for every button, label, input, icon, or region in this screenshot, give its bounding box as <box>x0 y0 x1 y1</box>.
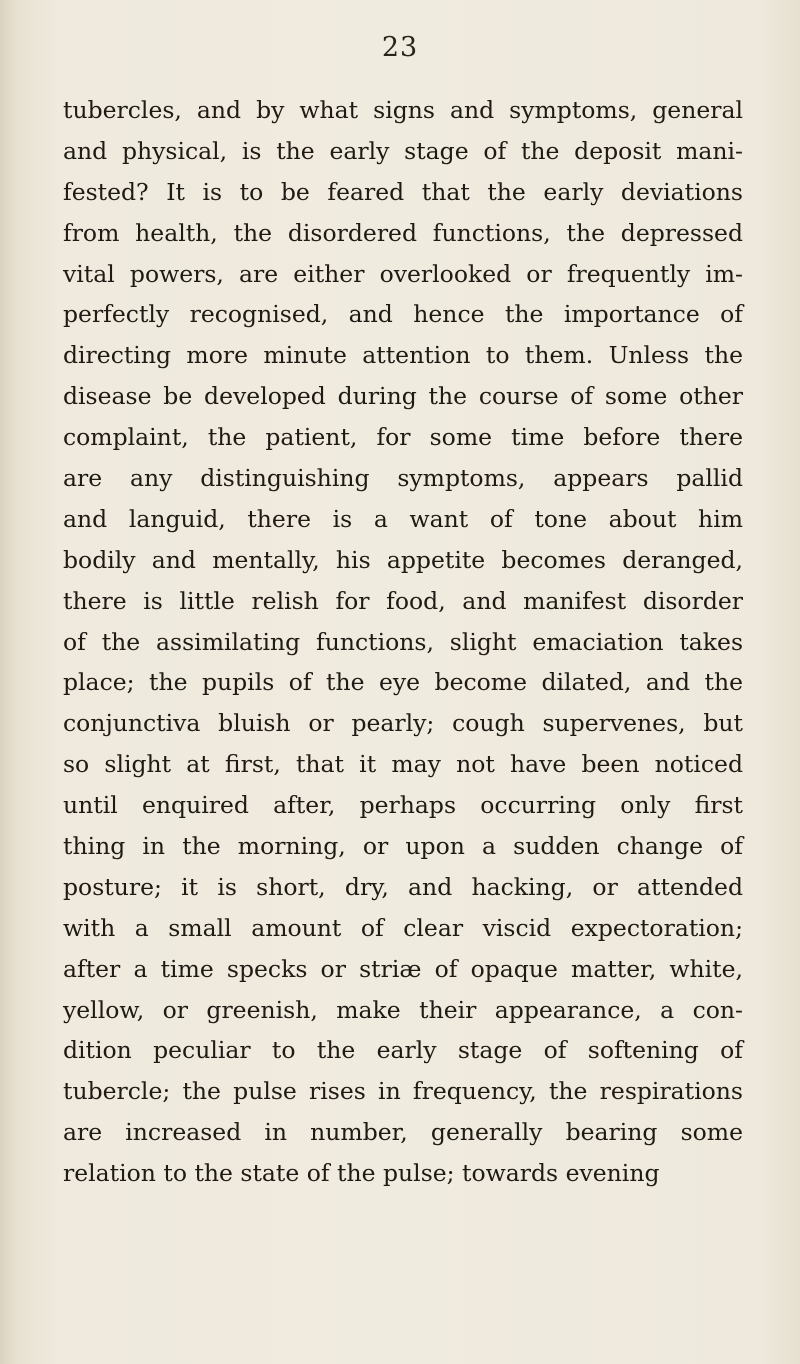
text-line: are increased in number, generally bearing some <box>63 1118 743 1147</box>
text-line: with a small amount of clear viscid expectoration; <box>63 913 743 942</box>
text-line: so slight at first, that it may not have been noticed <box>63 750 743 779</box>
text-line: directing more minute attention to them. Unless the <box>63 341 743 370</box>
text-line: complaint, the patient, for some time before there <box>63 423 743 452</box>
text-line: conjunctiva bluish or pearly; cough supervenes, but <box>63 709 743 738</box>
text-line: after a time specks or striæ of opaque matter, white, <box>63 954 743 983</box>
text-line: yellow, or greenish, make their appearance, a con- <box>63 995 743 1024</box>
text-line: relation to the state of the pulse; towards evening <box>63 1159 660 1188</box>
text-line: thing in the morning, or upon a sudden change of <box>63 832 743 861</box>
text-line: disease be developed during the course of some other <box>63 382 743 411</box>
page-number: 23 <box>381 32 419 63</box>
text-line: perfectly recognised, and hence the importance of <box>63 300 743 329</box>
text-line: tubercle; the pulse rises in frequency, the respirations <box>63 1077 743 1106</box>
text-line: dition peculiar to the early stage of softening of <box>63 1036 743 1065</box>
text-line: bodily and mentally, his appetite becomes deranged, <box>63 545 743 574</box>
body-text <box>63 90 743 1194</box>
text-line: place; the pupils of the eye become dilated, and the <box>63 668 743 697</box>
text-line: vital powers, are either overlooked or frequently im- <box>63 259 743 288</box>
text-line: are any distinguishing symptoms, appears pallid <box>63 464 743 493</box>
text-line: there is little relish for food, and manifest disorder <box>63 586 743 615</box>
text-line: of the assimilating functions, slight emaciation takes <box>63 627 743 656</box>
text-line: and languid, there is a want of tone about him <box>63 504 743 533</box>
text-line: fested? It is to be feared that the early deviations <box>63 177 743 206</box>
text-line: until enquired after, perhaps occurring only first <box>63 791 743 820</box>
text-line: tubercles, and by what signs and symptoms, general <box>63 96 743 124</box>
text-line: posture; it is short, dry, and hacking, or attended <box>63 872 743 901</box>
text-line: from health, the disordered functions, the depressed <box>63 218 743 247</box>
text-line: and physical, is the early stage of the deposit mani- <box>63 136 743 165</box>
